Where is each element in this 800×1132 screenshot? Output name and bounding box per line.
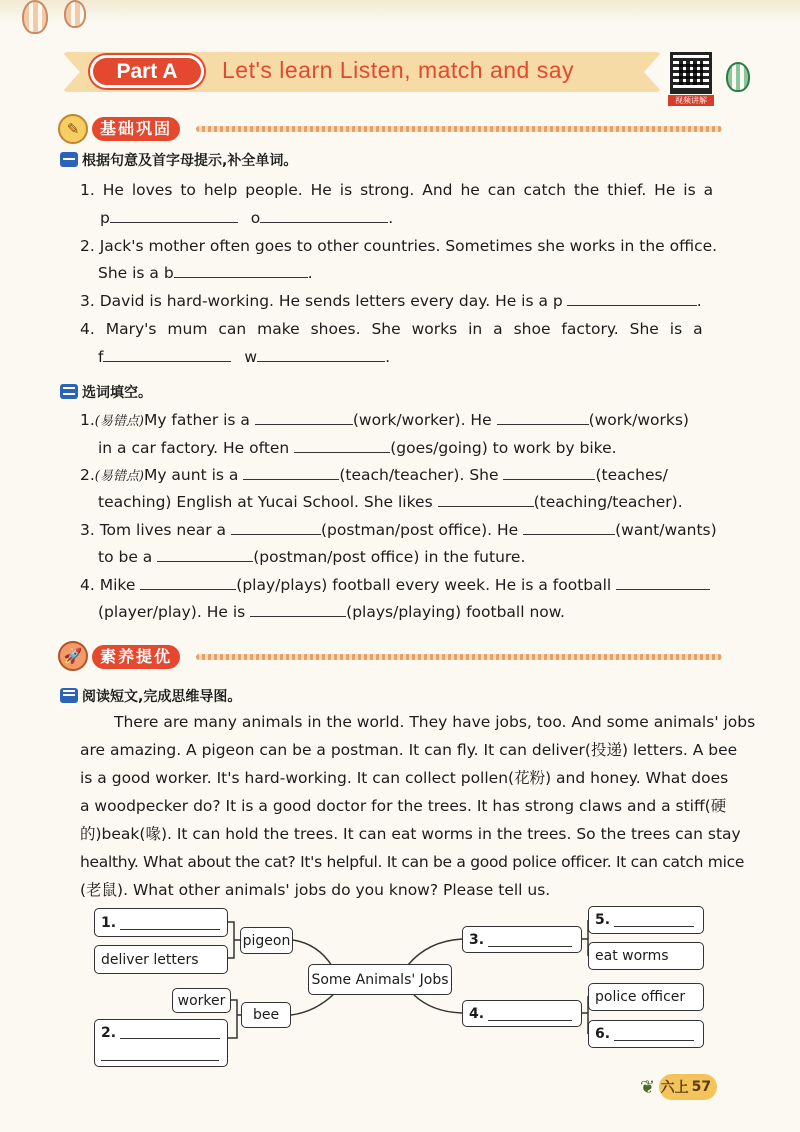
ex1-q4-line1: 4. Mary's mum can make shoes. She works in a shoe factory. She is a	[80, 320, 703, 338]
mindmap-blank-3[interactable]: 3.	[462, 926, 582, 953]
passage-line: are amazing. A pigeon can be a postman. It can fly. It can deliver(投递) letters. A bee	[80, 741, 738, 759]
grade-label: 六上	[660, 1080, 689, 1096]
ex2-q3-line2: to be a (postman/post office) in the future.	[98, 548, 526, 566]
passage-line: (老鼠). What other animals' jobs do you know? Please tell us.	[80, 881, 551, 899]
mindmap-pigeon: pigeon	[240, 927, 293, 954]
page-footer	[640, 1074, 717, 1100]
leaf-icon: ❦	[640, 1076, 656, 1098]
mindmap-bee: bee	[241, 1002, 291, 1028]
page-number: 57	[691, 1079, 712, 1095]
ex2-instruction: 选词填空。	[82, 385, 152, 401]
mindmap-eat-worms: eat worms	[588, 942, 704, 970]
passage-line: There are many animals in the world. They have jobs, too. And some animals' jobs	[114, 713, 756, 731]
mindmap-blank-2[interactable]: 2.	[94, 1019, 228, 1067]
notebook-icon: ✎	[58, 114, 88, 144]
answer-blank[interactable]	[120, 916, 220, 930]
part-badge: Part A	[90, 55, 204, 88]
ex2-q1-line1: 1.(易错点)My father is a (work/worker). He (work/works)	[80, 411, 689, 429]
answer-blank[interactable]	[120, 1025, 220, 1039]
banner-title: Let's learn Listen, match and say	[222, 57, 575, 83]
ex1-q2-line1: 2. Jack's mother often goes to other countries. Sometimes she works in the office.	[80, 237, 718, 255]
passage-line: a woodpecker do? It is a good doctor for the trees. It has strong claws and a stiff(硬	[80, 797, 727, 815]
ex2-q2-line2: teaching) English at Yucai School. She likes (teaching/teacher).	[98, 493, 683, 511]
answer-blank[interactable]	[614, 1027, 694, 1041]
passage-line: 的)beak(喙). It can hold the trees. It can eat worms in the trees. So the trees can stay	[80, 825, 741, 843]
mindmap-worker: worker	[172, 988, 231, 1013]
mindmap-blank-5[interactable]: 5.	[588, 906, 704, 934]
answer-blank[interactable]	[101, 1047, 219, 1061]
qr-label: 视频讲解	[668, 95, 714, 106]
ex1-q2-line2: She is a b .	[98, 264, 313, 282]
footer-badge	[659, 1074, 717, 1100]
ex1-q1-line2: p o .	[100, 209, 394, 227]
ex3-instruction: 阅读短文,完成思维导图。	[82, 689, 242, 705]
answer-blank[interactable]	[488, 1007, 572, 1021]
mindmap-blank-1[interactable]: 1.	[94, 908, 228, 937]
mindmap-center: Some Animals' Jobs	[308, 964, 452, 995]
ex2-q4-line2: (player/play). He is (plays/playing) football now.	[98, 603, 565, 621]
ex1-q4-line2: f w .	[98, 348, 391, 366]
mindmap-police-officer: police officer	[588, 983, 704, 1011]
answer-blank[interactable]	[614, 913, 694, 927]
passage-line: is a good worker. It's hard-working. It can collect pollen(花粉) and honey. What does	[80, 769, 729, 787]
mindmap-blank-4[interactable]: 4.	[462, 1000, 582, 1027]
ex1-q1-line1: 1. He loves to help people. He is strong. And he can catch the thief. He is a	[80, 181, 714, 199]
section-tag-advanced: 素养提优	[92, 645, 180, 669]
mindmap-deliver-letters: deliver letters	[94, 945, 228, 974]
ex2-q3-line1: 3. Tom lives near a (postman/post office). He (want/wants)	[80, 521, 717, 539]
section-tag-basic: 基础巩固	[92, 117, 180, 141]
ex2-q4-line1: 4. Mike (play/plays) football every week. He is a football	[80, 575, 710, 595]
answer-blank[interactable]	[488, 933, 572, 947]
ex2-q2-line1: 2.(易错点)My aunt is a (teach/teacher). She (teaches/	[80, 466, 668, 484]
ex2-q1-line2: in a car factory. He often (goes/going) to work by bike.	[98, 439, 617, 457]
rocket-icon: 🚀	[58, 641, 88, 671]
passage-line: healthy. What about the cat? It's helpful. It can be a good police officer. It can catch mice	[80, 853, 745, 871]
ex1-q3: 3. David is hard-working. He sends letters every day. He is a p .	[80, 292, 702, 310]
mindmap-blank-6[interactable]: 6.	[588, 1020, 704, 1048]
ex1-instruction: 根据句意及首字母提示,补全单词。	[82, 153, 298, 169]
